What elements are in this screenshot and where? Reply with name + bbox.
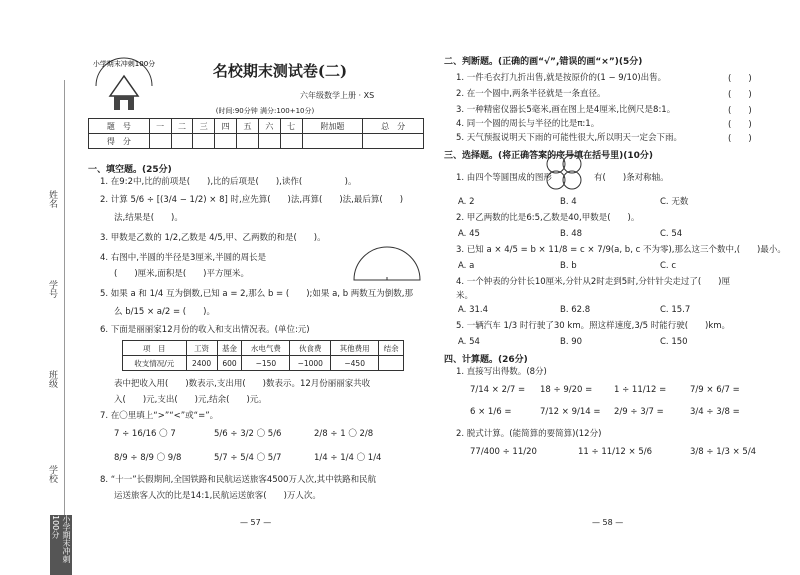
question-1: 1. 在9:2中,比的前项是( ),比的后项是( ),读作( )。 xyxy=(100,177,357,187)
score-input[interactable] xyxy=(171,134,193,149)
score-table-row xyxy=(89,134,424,149)
score-input[interactable] xyxy=(363,134,424,149)
income-cell: 基金 xyxy=(217,341,242,356)
choice-5: 5. 一辆汽车 1/3 时行驶了30 km。照这样速度,3/5 时能行驶( )km。 xyxy=(456,321,731,331)
exam-subtitle: 六年级数学上册 · XS xyxy=(300,91,375,100)
option[interactable]: A. 2 xyxy=(458,197,475,207)
income-table xyxy=(122,340,404,371)
income-cell: 工资 xyxy=(186,341,217,356)
option[interactable]: A. 45 xyxy=(458,229,480,239)
answer-paren[interactable]: ( ) xyxy=(728,74,752,84)
question-6-cont2: 入( )元,支出( )元,结余( )元。 xyxy=(114,395,267,405)
section-true-false: 二、判断题。(正确的画“√”,错误的画“×”)(5分) xyxy=(444,57,643,67)
option[interactable]: C. 无数 xyxy=(660,197,689,207)
school-label: 学校 xyxy=(47,465,57,483)
compare-item: 5/7 ÷ 5/4 〇 5/7 xyxy=(214,453,282,463)
option[interactable]: C. c xyxy=(660,261,677,271)
student-id-label: 学号 xyxy=(47,280,57,298)
income-cell: 2400 xyxy=(186,356,217,371)
income-cell: 项 目 xyxy=(123,341,187,356)
question-3: 3. 甲数是乙数的 1/2,乙数是 4/5,甲、乙两数的和是( )。 xyxy=(100,233,326,243)
option[interactable]: B. 90 xyxy=(560,337,583,347)
score-cell: 三 xyxy=(193,119,215,134)
series-badge: 小学期末冲刺100分 xyxy=(50,515,72,575)
option[interactable]: A. 31.4 xyxy=(458,305,488,315)
option[interactable]: B. 4 xyxy=(560,197,577,207)
calc-item: 6 × 1/6 = xyxy=(470,407,512,417)
score-cell: 总 分 xyxy=(363,119,424,134)
choice-4-cont: 米。 xyxy=(456,291,474,301)
score-cell: 五 xyxy=(237,119,259,134)
score-input[interactable] xyxy=(258,134,280,149)
score-cell: 题 号 xyxy=(89,119,150,134)
judge-1: 1. 一件毛衣打九折出售,就是按原价的(1 − 9/10)出售。 xyxy=(456,73,667,83)
income-cell: −150 xyxy=(242,356,290,371)
question-4: 4. 右图中,半圆的半径是3厘米,半圆的周长是 xyxy=(100,253,267,263)
option[interactable]: B. 62.8 xyxy=(560,305,591,315)
answer-paren[interactable]: ( ) xyxy=(728,134,752,144)
compare-item: 5/6 ÷ 3/2 〇 5/6 xyxy=(214,429,282,439)
section-calculation: 四、计算题。(26分) xyxy=(444,355,528,365)
score-input[interactable] xyxy=(193,134,215,149)
score-input[interactable] xyxy=(215,134,237,149)
name-label: 姓名 xyxy=(47,190,57,208)
calc-item: 3/4 ÷ 3/8 = xyxy=(690,407,740,417)
page-number-left: — 57 — xyxy=(240,518,272,527)
option[interactable]: C. 54 xyxy=(660,229,683,239)
answer-paren[interactable]: ( ) xyxy=(728,90,752,100)
question-4-cont: ( )厘米,面积是( )平方厘米。 xyxy=(114,269,249,279)
score-input[interactable] xyxy=(280,134,302,149)
option[interactable]: C. 150 xyxy=(660,337,688,347)
score-input[interactable] xyxy=(149,134,171,149)
option[interactable]: C. 15.7 xyxy=(660,305,691,315)
page-number-right: — 58 — xyxy=(592,518,624,527)
question-6: 6. 下面是丽丽家12月份的收入和支出情况表。(单位:元) xyxy=(100,325,310,335)
question-2-cont: 法,结果是( )。 xyxy=(114,213,183,223)
income-cell: 伙食费 xyxy=(290,341,331,356)
score-input[interactable] xyxy=(302,134,363,149)
income-table-header xyxy=(123,341,404,356)
answer-paren[interactable]: ( ) xyxy=(728,120,752,130)
class-label: 班级 xyxy=(47,370,57,388)
choice-4: 4. 一个钟表的分针长10厘米,分针从2时走到5时,分针针尖走过了( )厘 xyxy=(456,277,730,287)
calc-item: 7/9 × 6/7 = xyxy=(690,385,740,395)
income-cell: 收支情况/元 xyxy=(123,356,187,371)
choice-1-cont: 有( )条对称轴。 xyxy=(594,173,669,183)
logo-text: 小学期末冲刺100分 xyxy=(92,60,156,68)
calc-2: 2. 脱式计算。(能简算的要简算)(12分) xyxy=(456,429,602,439)
income-cell: 其他费用 xyxy=(331,341,379,356)
compare-item: 7 ÷ 16/16 〇 7 xyxy=(114,429,176,439)
question-5-cont: 么 b/15 × a/2 = ( )。 xyxy=(114,307,215,317)
score-table xyxy=(88,118,424,149)
score-cell: 七 xyxy=(280,119,302,134)
income-table-row xyxy=(123,356,404,371)
question-2: 2. 计算 5/6 ÷ [(3/4 − 1/2) × 8] 时,应先算( )法,再算( )法,最后算( ) xyxy=(100,195,404,205)
binding-strip xyxy=(40,40,76,563)
calc-item: 18 ÷ 9/20 = xyxy=(540,385,593,395)
income-cell: 结余 xyxy=(379,341,404,356)
calc-item: 2/9 ÷ 3/7 = xyxy=(614,407,664,417)
section-fill-blank: 一、填空题。(25分) xyxy=(88,165,172,175)
binding-line xyxy=(64,80,65,530)
four-circles-figure xyxy=(538,152,590,192)
compare-item: 8/9 ÷ 8/9 〇 9/8 xyxy=(114,453,182,463)
score-input[interactable] xyxy=(237,134,259,149)
score-cell: 二 xyxy=(171,119,193,134)
calc-item: 1 ÷ 11/12 = xyxy=(614,385,667,395)
judge-3: 3. 一种精密仪器长5毫米,画在图上是4厘米,比例尺是8:1。 xyxy=(456,105,676,115)
income-cell xyxy=(379,356,404,371)
option[interactable]: B. 48 xyxy=(560,229,583,239)
calc-item: 77/400 ÷ 11/20 xyxy=(470,447,537,457)
question-8-cont: 运送旅客人次的比是14:1,民航运送旅客( )万人次。 xyxy=(114,491,321,501)
score-cell: 六 xyxy=(258,119,280,134)
calc-1: 1. 直接写出得数。(8分) xyxy=(456,367,547,377)
exam-title: 名校期末测试卷(二) xyxy=(212,62,348,80)
semicircle-figure xyxy=(350,244,424,284)
answer-paren[interactable]: ( ) xyxy=(728,106,752,116)
judge-5: 5. 天气预报说明天下雨的可能性很大,所以明天一定会下雨。 xyxy=(456,133,683,143)
choice-1: 1. 由四个等圆围成的图形 xyxy=(456,173,552,183)
question-6-cont: 表中把收入用( )数表示,支出用( )数表示。12月份丽丽家共收 xyxy=(114,379,371,389)
calc-item: 7/14 × 2/7 = xyxy=(470,385,526,395)
section-choice: 三、选择题。(将正确答案的序号填在括号里)(10分) xyxy=(444,151,653,161)
score-cell: 得 分 xyxy=(89,134,150,149)
question-5: 5. 如果 a 和 1/4 互为倒数,已知 a = 2,那么 b = ( );如果 a, b 两数互为倒数,那 xyxy=(100,289,413,299)
compare-item: 2/8 ÷ 1 〇 2/8 xyxy=(314,429,374,439)
income-cell: −450 xyxy=(331,356,379,371)
income-cell: −1000 xyxy=(290,356,331,371)
option[interactable]: A. 54 xyxy=(458,337,480,347)
score-table-header xyxy=(89,119,424,134)
score-cell: 一 xyxy=(149,119,171,134)
compare-item: 1/4 ÷ 1/4 〇 1/4 xyxy=(314,453,382,463)
choice-2: 2. 甲乙两数的比是6:5,乙数是40,甲数是( )。 xyxy=(456,213,640,223)
income-cell: 600 xyxy=(217,356,242,371)
judge-2: 2. 在一个圆中,两条半径就是一条直径。 xyxy=(456,89,606,99)
income-cell: 水电气费 xyxy=(242,341,290,356)
calc-item: 3/8 ÷ 1/3 × 5/4 xyxy=(690,447,757,457)
calc-item: 7/12 × 9/14 = xyxy=(540,407,601,417)
calc-item: 11 ÷ 11/12 × 5/6 xyxy=(578,447,653,457)
option[interactable]: A. a xyxy=(458,261,475,271)
question-7: 7. 在〇里填上“>”“<”或“=”。 xyxy=(100,411,219,421)
judge-4: 4. 同一个圆的周长与半径的比是π:1。 xyxy=(456,119,600,129)
score-cell: 四 xyxy=(215,119,237,134)
option[interactable]: B. b xyxy=(560,261,577,271)
exam-duration: (时间:90分钟 满分:100+10分) xyxy=(215,107,315,115)
choice-3: 3. 已知 a × 4/5 = b × 11/8 = c × 7/9(a, b, c 不为零),那么这三个数中,( )最小。 xyxy=(456,245,786,255)
question-8: 8. “十一”长假期间,全国铁路和民航运送旅客4500万人次,其中铁路和民航 xyxy=(100,475,377,485)
score-cell: 附加题 xyxy=(302,119,363,134)
